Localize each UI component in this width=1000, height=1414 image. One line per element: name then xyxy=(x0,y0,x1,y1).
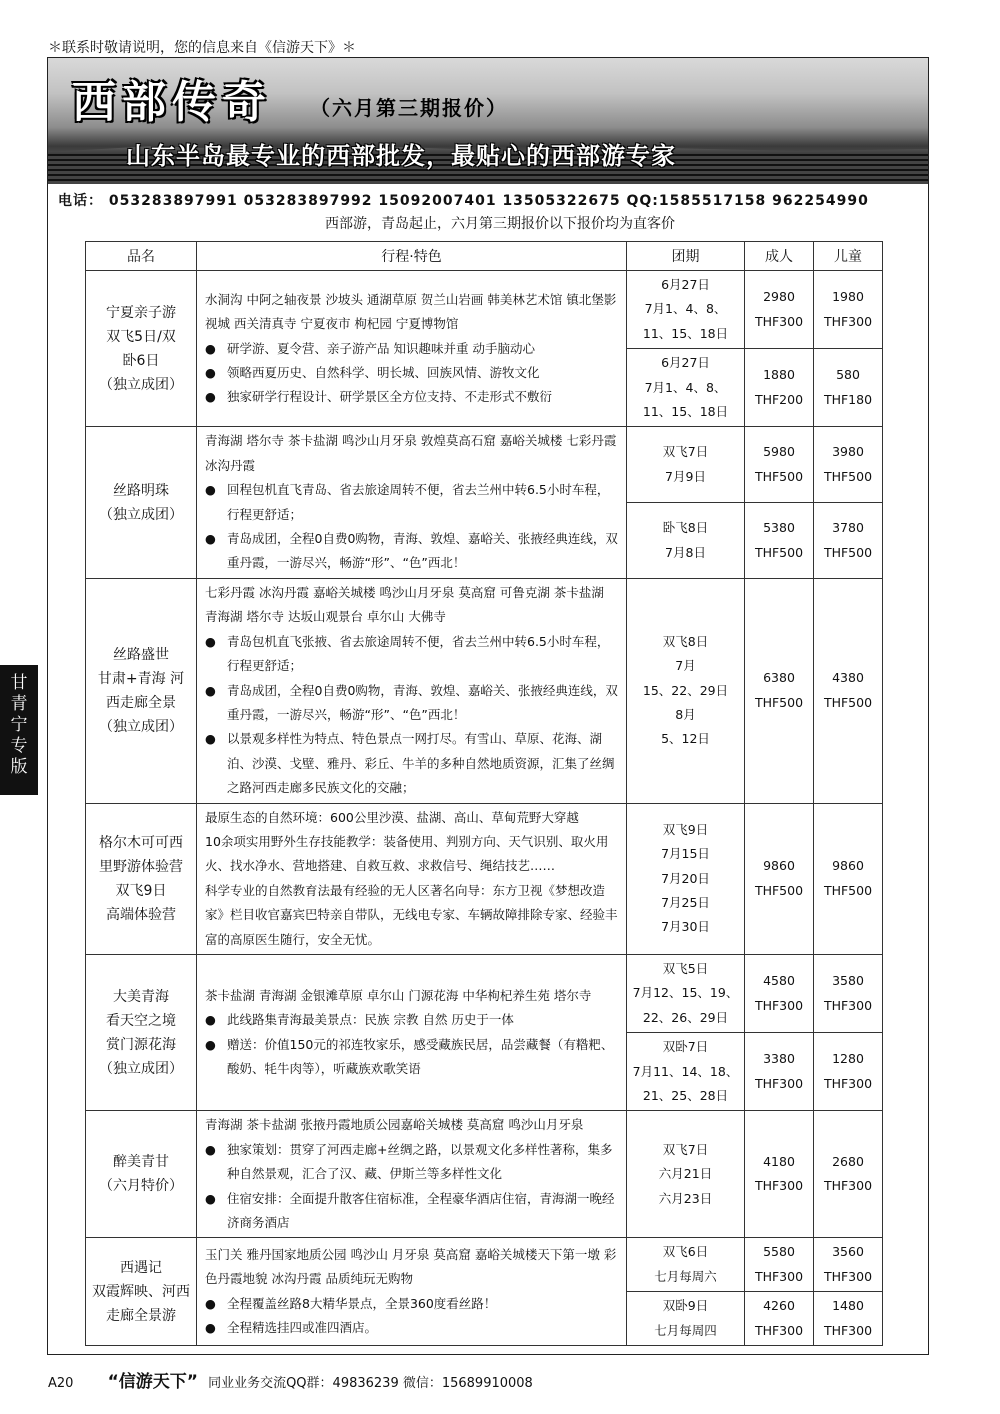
bullet-text: 全程精选挂四或准四酒店。 xyxy=(227,1320,378,1336)
itinerary-bullet xyxy=(205,1316,620,1340)
table-row xyxy=(86,803,883,954)
bullet-text: 以景观多样性为特点、特色景点一网打尽。有雪山、草原、花海、湖泊、沙漠、戈壁、雅丹、彩丘、牛羊的多种自然地质资源，汇集了丝绸之路河西走廊多民族文化的交融； xyxy=(227,731,615,796)
product-name-line: 丝路盛世 xyxy=(113,646,169,663)
child-price: 3560 xyxy=(832,1244,864,1260)
child-price: THF180 xyxy=(823,391,873,407)
departure-date: 8月 xyxy=(675,706,696,722)
product-name-line: 看天空之境 xyxy=(106,1012,176,1029)
child-price: THF300 xyxy=(823,313,873,329)
departure-date: 双飞5日 xyxy=(662,960,709,976)
adult-price: THF500 xyxy=(754,468,804,484)
itinerary-bullet xyxy=(205,630,620,679)
departure-dates-cell xyxy=(627,1238,745,1292)
product-name-line: 双飞5日/双 xyxy=(106,328,176,345)
bullet-text: 研学游、夏令营、亲子游产品 知识趣味并重 动手脑动心 xyxy=(227,340,535,356)
child-price: THF300 xyxy=(823,997,873,1013)
adult-price: 1880 xyxy=(763,367,795,383)
departure-date: 6月27日 xyxy=(661,355,710,371)
bullet-text: 全程覆盖丝路8大精华景点，全景360度看丝路！ xyxy=(227,1295,497,1311)
product-name-cell xyxy=(86,803,197,954)
itinerary-cell xyxy=(197,803,627,954)
itinerary-bullet xyxy=(205,679,620,728)
footer-contact: 同业业务交流QQ群：49836239 微信：15689910008 xyxy=(208,1376,533,1391)
table-row xyxy=(86,954,883,1032)
departure-date: 7月11、14、18、 xyxy=(632,1063,739,1079)
adult-price-cell xyxy=(745,271,814,349)
itinerary-bullet xyxy=(205,385,620,409)
departure-date: 双飞9日 xyxy=(662,821,709,837)
product-name-line: 西遇记 xyxy=(120,1259,162,1276)
itinerary-bullet xyxy=(205,1138,620,1187)
bullet-text: 独家策划：贯穿了河西走廊+丝绸之路，以景观文化多样性著称，集多种自然景观，汇合了汉、藏、伊斯兰等多样性文化 xyxy=(227,1141,613,1182)
product-name-line: （独立成团） xyxy=(99,1060,183,1077)
bullet-icon: ● xyxy=(205,340,216,356)
adult-price: 5380 xyxy=(763,520,795,536)
child-price: THF300 xyxy=(823,1268,873,1284)
product-name-line: 双飞9日 xyxy=(115,882,167,899)
departure-date: 7月20日 xyxy=(661,870,710,886)
itinerary-spots: 玉门关 雅丹国家地质公园 鸣沙山 月牙泉 莫高窟 嘉峪关城楼天下第一墩 彩色丹霞地貌 冰沟丹霞 品质纯玩无购物 xyxy=(205,1246,617,1287)
bullet-icon: ● xyxy=(205,364,216,380)
product-name-cell xyxy=(86,271,197,427)
itinerary-cell xyxy=(197,578,627,803)
product-name-line: 高端体验营 xyxy=(106,906,176,923)
adult-price: THF500 xyxy=(754,544,804,560)
child-price: 3980 xyxy=(832,444,864,460)
adult-price-cell xyxy=(745,349,814,427)
bullet-icon: ● xyxy=(205,682,216,698)
page-footer xyxy=(48,1367,533,1392)
bullet-text: 青岛包机直飞张掖、省去旅途周转不便，省去兰州中转6.5小时车程，行程更舒适； xyxy=(227,633,610,674)
bullet-icon: ● xyxy=(205,389,216,405)
page-number: A20 xyxy=(48,1376,74,1391)
adult-price: 9860 xyxy=(763,858,795,874)
adult-price-cell xyxy=(745,1238,814,1292)
child-price-cell xyxy=(814,427,883,503)
child-price: THF500 xyxy=(823,882,873,898)
departure-date: 7月 xyxy=(675,658,696,674)
adult-price: 4180 xyxy=(763,1154,795,1170)
itinerary-bullet xyxy=(205,478,620,527)
product-name-line: 丝路明珠 xyxy=(113,482,169,499)
child-price: 3780 xyxy=(832,520,864,536)
itinerary-cell xyxy=(197,271,627,427)
departure-date: 6月27日 xyxy=(661,277,710,292)
bullet-icon: ● xyxy=(205,1295,216,1311)
departure-date: 双卧9日 xyxy=(662,1298,709,1314)
bullet-icon: ● xyxy=(205,482,216,498)
product-name-cell xyxy=(86,1111,197,1238)
adult-price: THF500 xyxy=(754,694,804,710)
product-name-line: 卧6日 xyxy=(122,352,160,369)
bullet-text: 此线路集青海最美景点：民族 宗教 自然 历史于一体 xyxy=(227,1012,514,1028)
departure-date: 七月每周六 xyxy=(654,1268,717,1284)
itinerary-bullet xyxy=(205,361,620,385)
header-product: 品名 xyxy=(86,242,197,271)
adult-price: THF300 xyxy=(754,1268,804,1284)
itinerary-bullet xyxy=(205,1033,620,1082)
departure-dates-cell xyxy=(627,578,745,803)
departure-date: 七月每周四 xyxy=(654,1322,717,1338)
departure-date: 六月23日 xyxy=(658,1190,713,1206)
departure-date: 双卧7日 xyxy=(662,1039,709,1055)
adult-price-cell xyxy=(745,954,814,1032)
footer-brand: “信游天下” xyxy=(107,1372,198,1392)
child-price-cell xyxy=(814,1033,883,1111)
child-price-cell xyxy=(814,578,883,803)
product-name-line: 赏门源花海 xyxy=(106,1036,176,1053)
product-name-line: 西走廊全景 xyxy=(106,694,176,711)
bullet-icon: ● xyxy=(205,531,216,547)
itinerary-line: 科学专业的自然教育法最有经验的无人区著名向导：东方卫视《梦想改造家》栏目收官嘉宾巴特亲自带队，无线电专家、车辆故障排除专家、经验丰富的高原医生随行，安全无忧。 xyxy=(205,882,618,947)
bullet-icon: ● xyxy=(205,1141,216,1157)
slogan: 山东半岛最专业的西部批发，最贴心的西部游专家 xyxy=(126,141,676,170)
product-name-line: 格尔木可可西 xyxy=(99,834,183,851)
adult-price-cell xyxy=(745,503,814,579)
itinerary-bullet xyxy=(205,1187,620,1236)
child-price: 1280 xyxy=(832,1051,864,1067)
table-body xyxy=(86,271,883,1346)
bullet-icon: ● xyxy=(205,1320,216,1336)
child-price: THF300 xyxy=(823,1322,873,1338)
header-banner xyxy=(48,58,928,184)
table-row xyxy=(86,578,883,803)
departure-date: 7月9日 xyxy=(665,468,706,484)
bullet-text: 青岛成团，全程0自费0购物，青海、敦煌、嘉峪关、张掖经典连线，双重丹霞，一游尽兴，畅游“形”、“色”西北！ xyxy=(227,682,618,722)
bullet-text: 独家研学行程设计、研学景区全方位支持、不走形式不敷衍 xyxy=(227,389,553,405)
product-name-line: 甘肃+青海 河 xyxy=(97,670,185,687)
departure-date: 7月25日 xyxy=(661,894,710,910)
source-note: ＊联系时敬请说明，您的信息来自《信游天下》＊ xyxy=(48,40,356,56)
product-name-line: （六月特价） xyxy=(99,1178,183,1195)
itinerary-spots: 水洞沟 中阿之轴夜景 沙坡头 通湖草原 贺兰山岩画 韩美林艺术馆 镇北堡影视城 西关清真寺 宁夏夜市 枸杞园 宁夏博物馆 xyxy=(205,291,617,332)
departure-date: 11、15、18日 xyxy=(642,325,729,341)
departure-dates-cell xyxy=(627,427,745,503)
table-header-row xyxy=(86,242,883,271)
adult-price-cell xyxy=(745,427,814,503)
header-child: 儿童 xyxy=(814,242,883,271)
table-row xyxy=(86,427,883,503)
header-adult: 成人 xyxy=(745,242,814,271)
product-name-line: 里野游体验营 xyxy=(99,858,183,875)
adult-price: 2980 xyxy=(763,289,795,305)
product-name-cell xyxy=(86,954,197,1110)
departure-date: 22、26、29日 xyxy=(642,1009,729,1025)
bullet-text: 住宿安排：全面提升散客住宿标准，全程豪华酒店住宿，青海湖一晚经济商务酒店 xyxy=(227,1190,615,1231)
table-row xyxy=(86,1111,883,1238)
product-name-line: 醉美青甘 xyxy=(113,1154,169,1171)
departure-date: 卧飞8日 xyxy=(662,520,709,536)
departure-date: 5、12日 xyxy=(661,731,710,747)
itinerary-cell xyxy=(197,954,627,1110)
child-price-cell xyxy=(814,1292,883,1346)
adult-price-cell xyxy=(745,803,814,954)
issue-period: （六月第三期报价） xyxy=(310,96,508,120)
departure-dates-cell xyxy=(627,503,745,579)
departure-date: 7月30日 xyxy=(661,919,710,935)
child-price: 1480 xyxy=(832,1298,864,1314)
itinerary-line: 10余项实用野外生存技能教学：装备使用、判别方向、天气识别、取火用火、找水净水、营地搭建、自救互救、求救信号、绳结技艺…… xyxy=(205,833,609,874)
adult-price-cell xyxy=(745,1033,814,1111)
adult-price: THF500 xyxy=(754,882,804,898)
departure-date: 15、22、29日 xyxy=(642,682,729,698)
adult-price: 6380 xyxy=(763,670,795,686)
product-name-cell xyxy=(86,1238,197,1346)
departure-date: 7月12、15、19、 xyxy=(632,985,739,1001)
child-price-cell xyxy=(814,803,883,954)
adult-price-cell xyxy=(745,578,814,803)
side-tab-char: 版 xyxy=(10,757,28,777)
product-name-cell xyxy=(86,427,197,578)
departure-date: 双飞6日 xyxy=(662,1244,709,1260)
child-price: THF300 xyxy=(823,1178,873,1194)
child-price-cell xyxy=(814,349,883,427)
child-price: THF500 xyxy=(823,694,873,710)
itinerary-bullet xyxy=(205,727,620,800)
departure-date: 11、15、18日 xyxy=(642,404,729,420)
departure-dates-cell xyxy=(627,954,745,1032)
header-dates: 团期 xyxy=(627,242,745,271)
itinerary-bullet xyxy=(205,1008,620,1032)
departure-dates-cell xyxy=(627,349,745,427)
departure-date: 7月15日 xyxy=(661,846,710,862)
child-price: 4380 xyxy=(832,670,864,686)
itinerary-spots: 青海湖 塔尔寺 茶卡盐湖 鸣沙山月牙泉 敦煌莫高石窟 嘉峪关城楼 七彩丹霞 冰沟丹霞 xyxy=(205,433,617,473)
departure-date: 7月8日 xyxy=(665,544,706,560)
bullet-text: 青岛成团，全程0自费0购物，青海、敦煌、嘉峪关、张掖经典连线，双重丹霞，一游尽兴，畅游“形”、“色”西北！ xyxy=(227,531,618,571)
child-price-cell xyxy=(814,271,883,349)
adult-price: THF300 xyxy=(754,1322,804,1338)
itinerary-bullet xyxy=(205,337,620,361)
child-price-cell xyxy=(814,1111,883,1238)
itinerary-line: 最原生态的自然环境：600公里沙漠、盐湖、高山、草甸荒野大穿越 xyxy=(205,809,579,825)
child-price: THF300 xyxy=(823,1075,873,1091)
bullet-text: 回程包机直飞青岛、省去旅途周转不便，省去兰州中转6.5小时车程，行程更舒适； xyxy=(227,482,610,522)
product-name-line: 宁夏亲子游 xyxy=(106,304,176,321)
child-price: 1980 xyxy=(832,289,864,305)
adult-price: 5580 xyxy=(763,1244,795,1260)
departure-dates-cell xyxy=(627,803,745,954)
adult-price: 4580 xyxy=(763,973,795,989)
product-name-line: 大美青海 xyxy=(113,988,169,1005)
side-tab-char: 宁 xyxy=(10,715,28,735)
itinerary-cell xyxy=(197,1111,627,1238)
itinerary-spots: 茶卡盐湖 青海湖 金银滩草原 卓尔山 门源花海 中华枸杞养生苑 塔尔寺 xyxy=(205,987,592,1003)
adult-price: THF300 xyxy=(754,997,804,1013)
table-row xyxy=(86,271,883,349)
product-name-line: （独立成团） xyxy=(99,506,183,523)
departure-dates-cell xyxy=(627,1292,745,1346)
adult-price-cell xyxy=(745,1111,814,1238)
departure-date: 双飞7日 xyxy=(662,444,709,460)
side-tab xyxy=(0,665,38,795)
adult-price: 4260 xyxy=(763,1298,795,1314)
bullet-icon: ● xyxy=(205,1036,216,1052)
adult-price: THF300 xyxy=(754,1075,804,1091)
bullet-icon: ● xyxy=(205,1190,216,1206)
table-row xyxy=(86,1238,883,1292)
adult-price: THF300 xyxy=(754,313,804,329)
product-name-line: （独立成团） xyxy=(99,718,183,735)
side-tab-char: 甘 xyxy=(10,673,28,693)
child-price: THF500 xyxy=(823,468,873,484)
product-name-line: 走廊全景游 xyxy=(106,1307,176,1324)
departure-dates-cell xyxy=(627,1111,745,1238)
price-table xyxy=(85,241,883,1346)
adult-price: THF300 xyxy=(754,1178,804,1194)
itinerary-bullet xyxy=(205,1292,620,1316)
child-price-cell xyxy=(814,954,883,1032)
itinerary-spots: 七彩丹霞 冰沟丹霞 嘉峪关城楼 鸣沙山月牙泉 莫高窟 可鲁克湖 茶卡盐湖 青海湖 塔尔寺 达坂山观景台 卓尔山 大佛寺 xyxy=(205,584,604,625)
bullet-text: 赠送：价值150元的祁连牧家乐，感受藏族民居，品尝藏餐（有糌粑、酸奶、牦牛肉等），听藏族欢歌笑语 xyxy=(227,1036,614,1077)
child-price-cell xyxy=(814,1238,883,1292)
departure-dates-cell xyxy=(627,1033,745,1111)
child-price: 580 xyxy=(836,367,860,383)
header-itinerary: 行程·特色 xyxy=(197,242,627,271)
adult-price-cell xyxy=(745,1292,814,1346)
adult-price: 3380 xyxy=(763,1051,795,1067)
product-name-cell xyxy=(86,578,197,803)
departure-date: 7月1、4、8、 xyxy=(644,301,727,317)
departure-date: 21、25、28日 xyxy=(642,1088,729,1103)
contact-phones: 电话： 053283897991 053283897992 15092007401 13505322675 QQ:1585517158 962254990 xyxy=(58,193,869,209)
child-price: 3580 xyxy=(832,973,864,989)
itinerary-spots: 青海湖 茶卡盐湖 张掖丹霞地质公园嘉峪关城楼 莫高窟 鸣沙山月牙泉 xyxy=(205,1117,584,1133)
departure-date: 双飞8日 xyxy=(662,633,709,649)
adult-price: 5980 xyxy=(763,444,795,460)
side-tab-char: 专 xyxy=(10,736,28,756)
bullet-text: 领略西夏历史、自然科学、明长城、回族风情、游牧文化 xyxy=(227,364,540,380)
child-price: 9860 xyxy=(832,858,864,874)
bullet-icon: ● xyxy=(205,731,216,747)
product-name-line: （独立成团） xyxy=(99,376,183,393)
adult-price: THF200 xyxy=(754,391,804,407)
itinerary-bullet xyxy=(205,527,620,576)
departure-dates-cell xyxy=(627,271,745,349)
bullet-icon: ● xyxy=(205,1012,216,1028)
price-subtitle: 西部游，青岛起止，六月第三期报价以下报价均为直客价 xyxy=(325,216,675,232)
side-tab-char: 青 xyxy=(10,694,28,714)
itinerary-cell xyxy=(197,1238,627,1346)
child-price: 2680 xyxy=(832,1154,864,1170)
departure-date: 双飞7日 xyxy=(662,1141,709,1157)
departure-date: 7月1、4、8、 xyxy=(644,379,727,395)
bullet-icon: ● xyxy=(205,633,216,649)
child-price-cell xyxy=(814,503,883,579)
brand-title: 西部传奇 xyxy=(72,77,272,128)
child-price: THF500 xyxy=(823,544,873,560)
departure-date: 六月21日 xyxy=(658,1166,713,1182)
product-name-line: 双霞辉映、河西 xyxy=(92,1283,190,1300)
itinerary-cell xyxy=(197,427,627,578)
